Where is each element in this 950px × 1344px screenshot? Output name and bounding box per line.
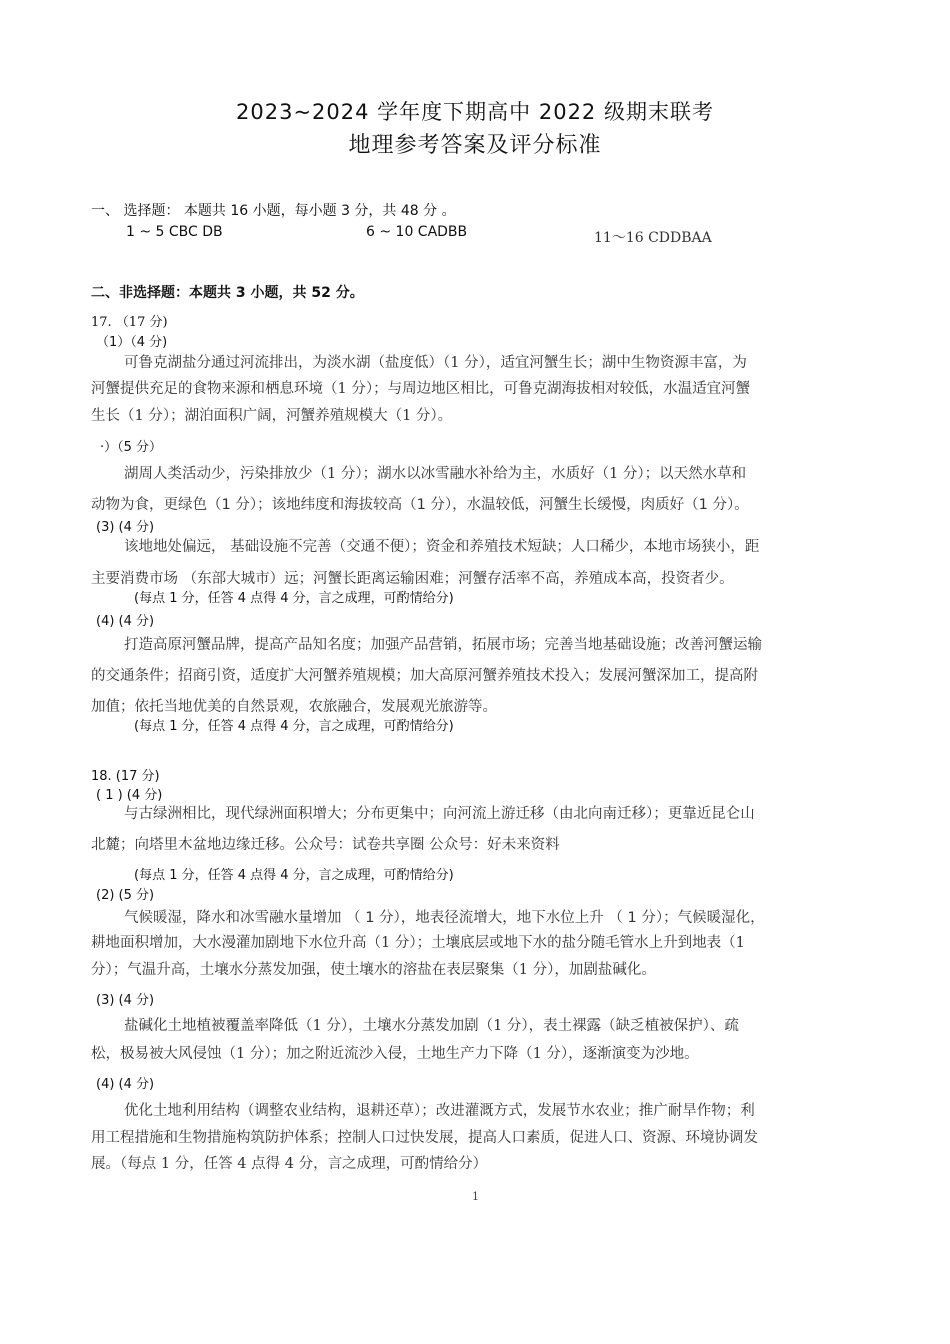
q17-part4-note: (每点 1 分，任答 4 点得 4 分，言之成理，可酌情给分) — [134, 719, 454, 734]
q17-part4-line: 加值；依托当地优美的自然景观，农旅融合，发展观光旅游等。 — [91, 699, 497, 715]
page-number: 1 — [472, 1190, 479, 1203]
q18-part4-line: 优化土地利用结构（调整农业结构，退耕还草）；改进灌溉方式，发展节水农业；推广耐旱作物；利 — [124, 1103, 755, 1119]
q18-part4-line: 用工程措施和生物措施构筑防护体系；控制人口过快发展，提高人口素质，促进人口、资源、环境协调发 — [91, 1130, 758, 1146]
q18-part4-label: (4) (4 分) — [96, 1077, 155, 1092]
answers-6-10: 6 ~ 10 CADBB — [366, 224, 468, 240]
q18-part2-label: (2) (5 分) — [96, 888, 155, 903]
page-title: 2023~2024 学年度下期高中 2022 级期末联考 — [236, 100, 714, 124]
q17-label: 17. （17 分) — [91, 315, 168, 330]
q18-part2-line: 气候暖湿，降水和冰雪融水量增加 （ 1 分），地表径流增大，地下水位上升 （ 1 分）；气候暖湿化， — [124, 910, 765, 926]
q17-part2-label: ·）（5 分） — [100, 440, 163, 455]
q18-part1-label: ( 1 ) (4 分) — [96, 788, 163, 803]
q18-part1-line: 北麓；向塔里木盆地边缘迁移。公众号：试卷共享圈 公众号：好未来资料 — [91, 837, 560, 853]
q17-part3-line: 该地地处偏远， 基础设施不完善（交通不便）；资金和养殖技术短缺；人口稀少，本地市场狭小，距 — [124, 539, 760, 555]
page-subtitle: 地理参考答案及评分标准 — [348, 133, 602, 158]
part1-heading: 一、 选择题： 本题共 16 小题，每小题 3 分，共 48 分 。 — [91, 203, 456, 219]
q17-part2-line: 动物为食，更绿色（1 分）；该地纬度和海拔较高（1 分），水温较低，河蟹生长缓慢，肉质好（1 分）。 — [91, 497, 749, 513]
q17-part3-line: 主要消费市场 （东部大城市）远；河蟹长距离运输困难；河蟹存活率不高，养殖成本高，投资者少。 — [91, 571, 734, 587]
answers-11-16: 11～16 CDDBAA — [594, 230, 712, 246]
answers-1-5: 1 ~ 5 CBC DB — [126, 224, 223, 240]
q18-part2-line: 耕地面积增加，大水漫灌加剧地下水位升高（1 分）；土壤底层或地下水的盐分随毛管水上升到地表（1 — [91, 935, 745, 951]
q17-part4-line: 打造高原河蟹品牌，提高产品知名度；加强产品营销，拓展市场；完善当地基础设施；改善河蟹运输 — [124, 637, 762, 653]
q17-part1-line: 可鲁克湖盐分通过河流排出，为淡水湖（盐度低）（1 分），适宜河蟹生长；湖中生物资源丰富，为 — [124, 355, 747, 371]
q17-part1-line: 生长（1 分）；湖泊面积广阔，河蟹养殖规模大（1 分）。 — [91, 408, 453, 424]
q18-part3-line: 盐碱化土地植被覆盖率降低（1 分），土壤水分蒸发加剧（1 分），表土裸露（缺乏植被保护）、疏 — [124, 1018, 739, 1034]
q18-part3-line: 松，极易被大风侵蚀（1 分）；加之附近流沙入侵，土地生产力下降（1 分），逐渐演变为沙地。 — [91, 1046, 699, 1062]
q17-part3-note: (每点 1 分，任答 4 点得 4 分，言之成理，可酌情给分) — [134, 591, 454, 606]
q18-part3-label: (3) (4 分) — [96, 993, 155, 1008]
q18-part1-line: 与古绿洲相比，现代绿洲面积增大；分布更集中；向河流上游迁移（由北向南迁移）；更靠近昆仑山 — [124, 806, 755, 822]
q18-part2-line: 分）；气温升高，土壤水分蒸发加强，使土壤水的溶盐在表层聚集（1 分），加剧盐碱化。 — [91, 962, 656, 978]
q17-part4-label: (4) (4 分) — [96, 614, 155, 629]
q17-part1-line: 河蟹提供充足的食物来源和栖息环境（1 分）；与周边地区相比，可鲁克湖海拔相对较低，水温适宜河蟹 — [91, 381, 751, 397]
q18-part1-note: (每点 1 分，任答 4 点得 4 分，言之成理，可酌情给分) — [134, 868, 454, 883]
q17-part1-label: （1）（4 分) — [96, 335, 168, 350]
q17-part3-label: (3) (4 分) — [96, 520, 155, 535]
q18-part4-line: 展。（每点 1 分，任答 4 点得 4 分，言之成理，可酌情给分） — [91, 1156, 488, 1172]
q17-part4-line: 的交通条件；招商引资，适度扩大河蟹养殖规模；加大高原河蟹养殖技术投入；发展河蟹深加工，提高附 — [91, 668, 758, 684]
q17-part2-line: 湖周人类活动少，污染排放少（1 分）；湖水以冰雪融水补给为主，水质好（1 分）；以天然水草和 — [124, 466, 747, 482]
part2-heading: 二、非选择题：本题共 3 小题，共 52 分。 — [91, 285, 364, 301]
q18-label: 18. (17 分) — [91, 769, 160, 784]
